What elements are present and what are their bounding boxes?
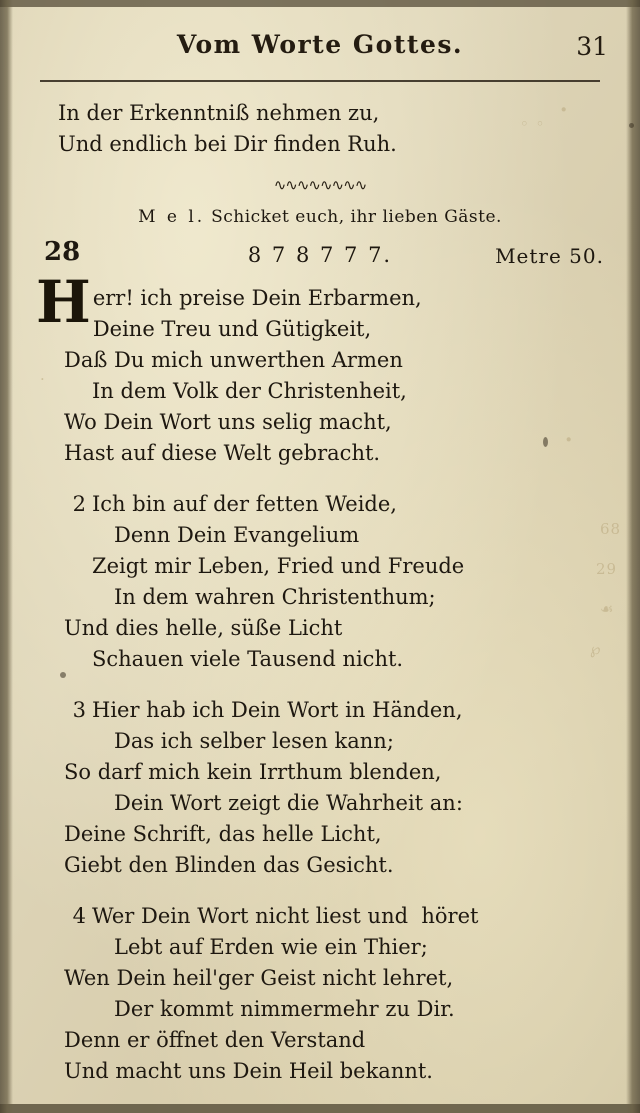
verse-line: Giebt den Blinden das Gesicht.: [64, 853, 394, 877]
verse-line: Denn Dein Evangelium: [114, 523, 360, 547]
page-content: [30, 30, 610, 1083]
hymn-heading: [30, 237, 610, 271]
stanza-3: [30, 695, 610, 881]
verse-line: Lebt auf Erden wie ein Thier;: [114, 935, 428, 959]
bleed-through-mark: ◦ ◦: [520, 115, 546, 133]
scan-speck: [629, 123, 634, 128]
verse-line: Ich bin auf der fetten Weide,: [92, 492, 397, 516]
verse-line: Das ich selber lesen kann;: [114, 729, 394, 753]
page-edge-bottom: [0, 1104, 640, 1113]
stanza-number: 3: [72, 698, 86, 722]
verse-line: Wer Dein Wort nicht liest und höret: [92, 904, 479, 928]
page-edge-left: [0, 0, 13, 1113]
verse-line: So darf mich kein Irrthum blenden,: [64, 760, 442, 784]
verse-line: Denn er öffnet den Verstand: [64, 1028, 366, 1052]
melody-line: [30, 202, 610, 233]
section-divider: ∿∿∿∿∿∿∿∿: [273, 178, 367, 192]
stanza-4-lines: [30, 901, 610, 1087]
bleed-through-mark: ☙: [600, 600, 615, 618]
verse-line: Und dies helle, süße Licht: [64, 616, 343, 640]
melody-title: Schicket euch, ihr lieben Gäste.: [211, 207, 502, 227]
page-body: [30, 98, 610, 1087]
verse-line: Dein Wort zeigt die Wahrheit an:: [114, 791, 463, 815]
verse-line: Schauen viele Tausend nicht.: [92, 647, 404, 671]
stanza-2: [30, 489, 610, 675]
verse-line: In dem wahren Christenthum;: [114, 585, 436, 609]
bleed-through-mark: ·: [40, 370, 46, 388]
verse-line: In dem Volk der Christenheit,: [92, 379, 407, 403]
hymn-number: 28: [44, 237, 81, 267]
verse-line: Wo Dein Wort uns selig macht,: [64, 410, 392, 434]
verse-line: In der Erkenntniß nehmen zu,: [58, 101, 380, 125]
verse-line: err! ich preise Dein Erbarmen,: [92, 286, 422, 310]
bleed-through-mark: 29: [596, 560, 618, 578]
stanza-1-lines: [30, 268, 610, 469]
verse-line: Deine Schrift, das helle Licht,: [64, 822, 382, 846]
page-number: 31: [576, 32, 608, 61]
stanza-number: 4: [72, 904, 86, 928]
meter-numbers: 8 7 8 7 7 7.: [247, 243, 393, 267]
page-edge-right: [626, 0, 640, 1113]
stanza-3-lines: [30, 695, 610, 881]
verse-line: Der kommt nimmermehr zu Dir.: [114, 997, 455, 1021]
bleed-through-mark: ∙: [565, 430, 574, 448]
verse-line: Und endlich bei Dir finden Ruh.: [58, 132, 397, 156]
verse-line: Hast auf diese Welt gebracht.: [64, 441, 381, 465]
stanza-1: [30, 268, 610, 469]
verse-line: Und macht uns Dein Heil bekannt.: [64, 1059, 433, 1083]
melody-label: M e l.: [138, 207, 206, 227]
verse-line: Deine Treu und Gütigkeit,: [92, 317, 372, 341]
stanza-4: [30, 901, 610, 1087]
verse-line: Zeigt mir Leben, Fried und Freude: [92, 554, 465, 578]
header-rule: [40, 80, 600, 82]
metre-label: Metre 50.: [495, 244, 604, 268]
running-head-title: Vom Worte Gottes.: [176, 30, 464, 59]
bleed-through-mark: ∙: [560, 100, 569, 118]
bleed-through-mark: 68: [600, 520, 622, 538]
stanza-2-lines: [30, 489, 610, 675]
verse-line: Daß Du mich unwerthen Armen: [64, 348, 403, 372]
stanza-number: 2: [72, 492, 86, 516]
verse-line: Wen Dein heil'ger Geist nicht lehret,: [64, 966, 454, 990]
verse-line: Hier hab ich Dein Wort in Händen,: [92, 698, 463, 722]
drop-cap: H: [36, 268, 91, 336]
running-head: [30, 30, 610, 70]
bleed-through-mark: ℘: [590, 640, 602, 658]
page-edge-top: [0, 0, 640, 7]
previous-hymn-tail: [30, 98, 610, 160]
